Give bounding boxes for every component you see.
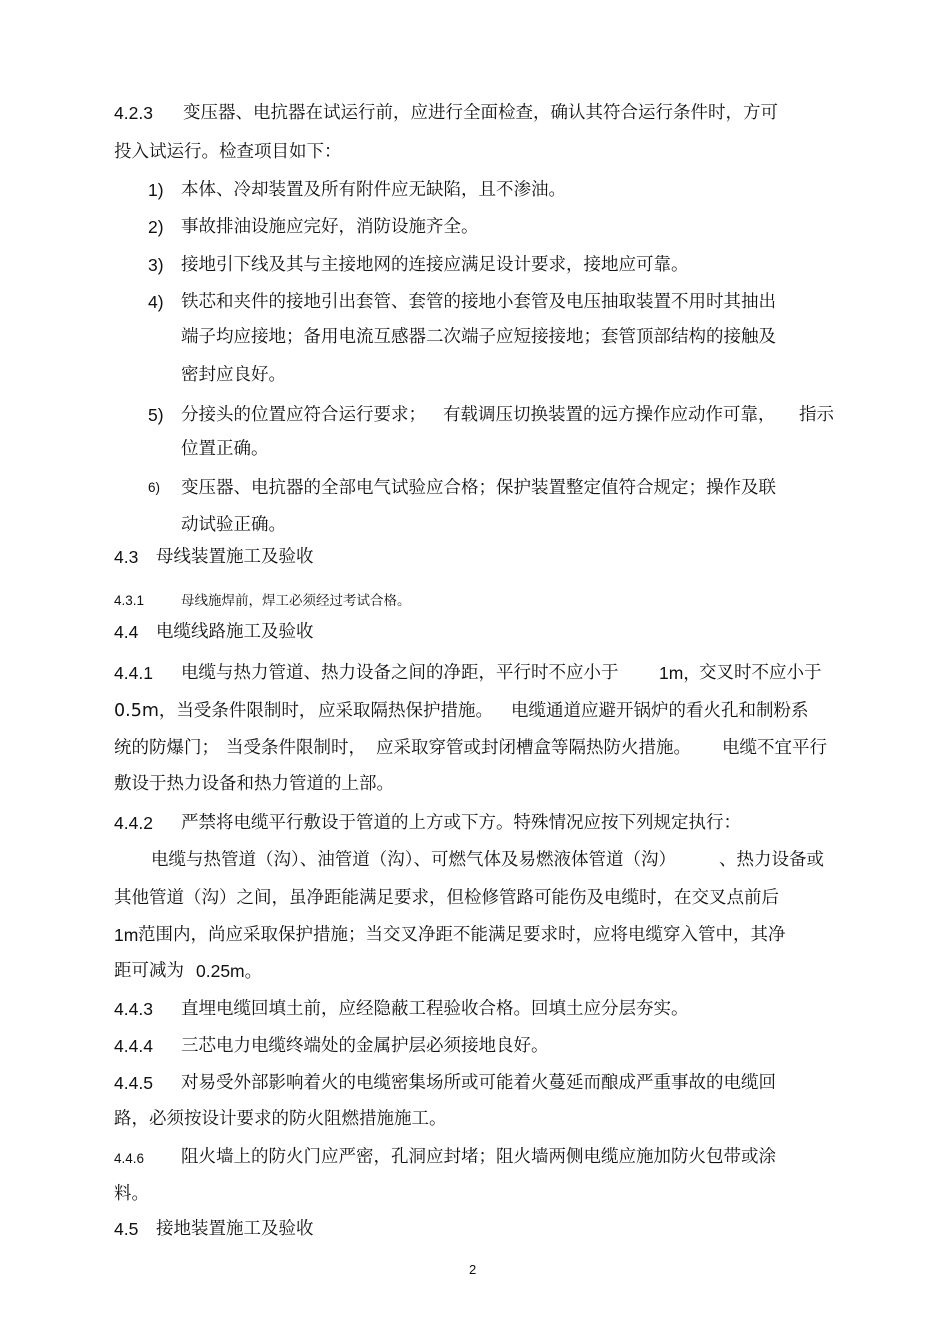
list-number: 4) bbox=[148, 292, 164, 312]
clause-text: 投入试运行。检查项目如下： bbox=[114, 142, 342, 162]
list-number: 5) bbox=[148, 405, 164, 425]
list-item: 变压器、电抗器的全部电气试验应合格；保护装置整定值符合规定；操作及联 bbox=[181, 478, 776, 498]
clause-text: 电缆与热力管道、热力设备之间的净距，平行时不应小于 bbox=[181, 663, 619, 683]
clause-text: 母线施焊前，焊工必须经过考试合格。 bbox=[181, 593, 411, 609]
section-number: 4.4 bbox=[114, 622, 139, 642]
clause-text: 对易受外部影响着火的电缆密集场所或可能着火蔓延而酿成严重事故的电缆回 bbox=[181, 1073, 776, 1093]
list-item: 有载调压切换装置的远方操作应动作可靠， bbox=[443, 405, 776, 425]
page-number: 2 bbox=[469, 1262, 477, 1277]
list-item: 接地引下线及其与主接地网的连接应满足设计要求，接地应可靠。 bbox=[181, 255, 689, 275]
clause-text: 阻火墙上的防火门应严密，孔洞应封堵；阻火墙两侧电缆应施加防火包带或涂 bbox=[181, 1147, 776, 1167]
clause-number: 4.4.1 bbox=[114, 663, 153, 683]
list-number: 2) bbox=[148, 217, 164, 237]
list-item: 位置正确。 bbox=[181, 439, 269, 459]
clause-number: 4.2.3 bbox=[114, 103, 153, 123]
list-item: 指示 bbox=[799, 405, 834, 425]
list-item: 本体、冷却装置及所有附件应无缺陷，且不渗油。 bbox=[181, 180, 566, 200]
clause-text: 应采取穿管或封闭槽盒等隔热防火措施。 bbox=[376, 738, 691, 758]
clause-text: 电缆与热管道（沟）、油管道（沟）、可燃气体及易燃液体管道（沟） bbox=[151, 850, 676, 870]
clause-text: 电缆通道应避开锅炉的看火孔和制粉系 bbox=[511, 701, 809, 721]
clause-number: 4.4.3 bbox=[114, 999, 153, 1019]
clause-text: 交叉时不应小于 bbox=[699, 663, 822, 683]
clause-number: 4.4.2 bbox=[114, 813, 153, 833]
list-item: 端子均应接地；备用电流互感器二次端子应短接接地；套管顶部结构的接触及 bbox=[181, 327, 776, 347]
clause-text: 料。 bbox=[114, 1184, 149, 1204]
clause-text: 1m， bbox=[659, 663, 701, 683]
clause-number: 4.4.5 bbox=[114, 1073, 153, 1093]
clause-text: 距可减为 bbox=[114, 961, 184, 981]
clause-number: 4.4.6 bbox=[114, 1151, 145, 1166]
clause-text: 变压器、电抗器在试运行前，应进行全面检查，确认其符合运行条件时，方可 bbox=[183, 103, 778, 123]
clause-text: 三芯电力电缆终端处的金属护层必须接地良好。 bbox=[181, 1036, 549, 1056]
clause-text: 电缆不宜平行 bbox=[722, 738, 827, 758]
clause-number: 4.3.1 bbox=[114, 593, 145, 608]
list-item: 事故排油设施应完好，消防设施齐全。 bbox=[181, 217, 479, 237]
clause-text: 敷设于热力设备和热力管道的上部。 bbox=[114, 774, 394, 794]
clause-text: 0.5m，当受条件限制时， bbox=[114, 701, 317, 721]
list-item: 铁芯和夹件的接地引出套管、套管的接地小套管及电压抽取装置不用时其抽出 bbox=[181, 292, 776, 312]
section-title: 接地装置施工及验收 bbox=[156, 1219, 314, 1239]
clause-text: 其他管道（沟）之间，虽净距能满足要求，但检修管路可能伤及电缆时，在交叉点前后 bbox=[114, 888, 779, 908]
clause-text: 当受条件限制时， bbox=[226, 738, 366, 758]
clause-text: 应采取隔热保护措施。 bbox=[318, 701, 493, 721]
clause-text: 、热力设备或 bbox=[719, 850, 824, 870]
list-item: 密封应良好。 bbox=[181, 365, 286, 385]
clause-number: 4.4.4 bbox=[114, 1036, 153, 1056]
section-title: 母线装置施工及验收 bbox=[156, 547, 314, 567]
clause-text: 0.25m。 bbox=[196, 961, 263, 981]
clause-text: 1m bbox=[114, 925, 139, 945]
list-item: 动试验正确。 bbox=[181, 515, 286, 535]
section-number: 4.5 bbox=[114, 1219, 139, 1239]
list-number: 6) bbox=[148, 480, 161, 495]
clause-text: 范围内，尚应采取保护措施；当交叉净距不能满足要求时，应将电缆穿入管中，其净 bbox=[138, 925, 786, 945]
clause-text: 直埋电缆回填土前，应经隐蔽工程验收合格。回填土应分层夯实。 bbox=[181, 999, 689, 1019]
clause-text: 严禁将电缆平行敷设于管道的上方或下方。特殊情况应按下列规定执行： bbox=[181, 813, 741, 833]
clause-text: 统的防爆门； bbox=[114, 738, 219, 758]
clause-text: 路，必须按设计要求的防火阻燃措施施工。 bbox=[114, 1109, 447, 1129]
section-title: 电缆线路施工及验收 bbox=[156, 622, 314, 642]
section-number: 4.3 bbox=[114, 547, 139, 567]
list-number: 1) bbox=[148, 180, 164, 200]
list-number: 3) bbox=[148, 255, 164, 275]
list-item: 分接头的位置应符合运行要求； bbox=[181, 405, 426, 425]
